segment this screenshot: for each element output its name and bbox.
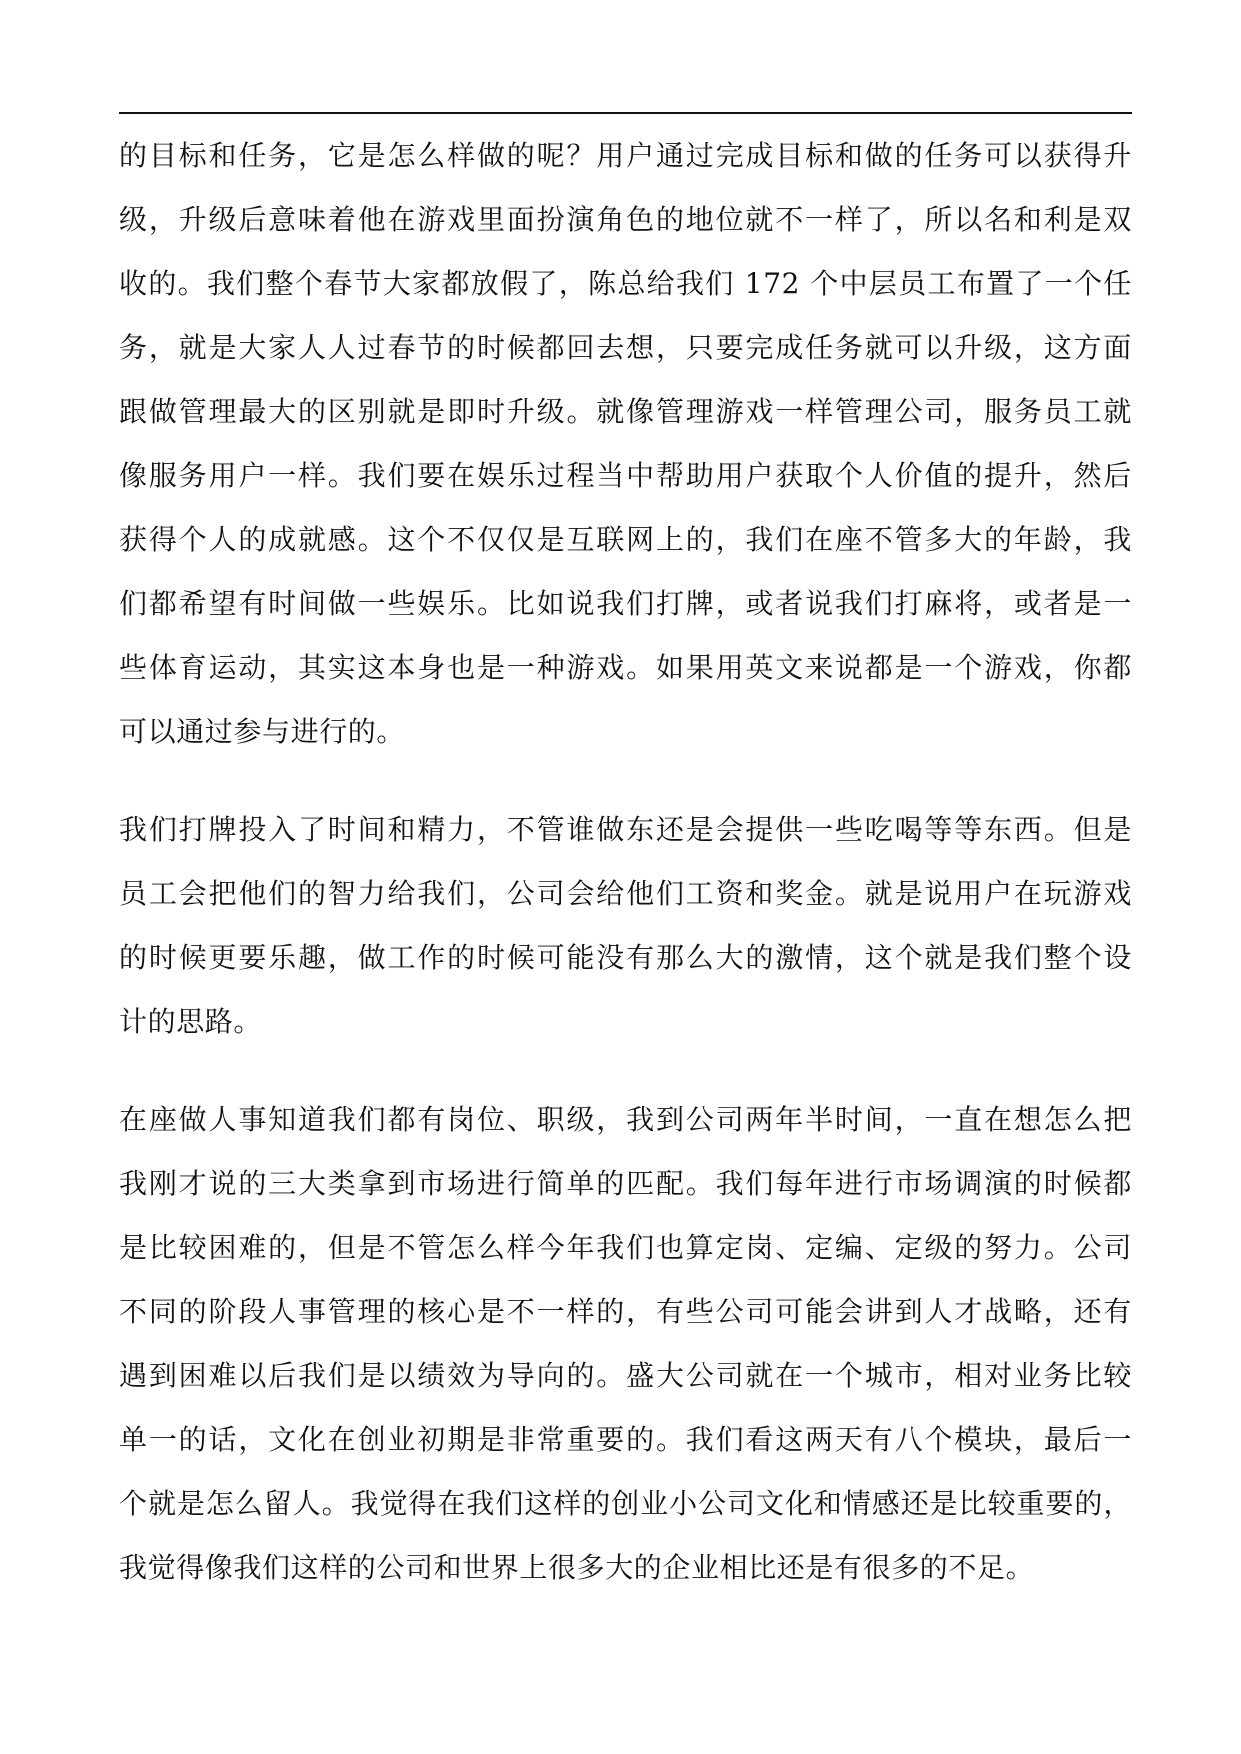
text-line: 我刚才说的三大类拿到市场进行简单的匹配。我们每年进行市场调演的时候都 [119,1167,1132,1200]
text-line: 我觉得像我们这样的公司和世界上很多大的企业相比还是有很多的不足。 [119,1551,1035,1584]
text-line: 员工会把他们的智力给我们，公司会给他们工资和奖金。就是说用户在玩游戏 [119,877,1132,910]
text-line: 我们打牌投入了时间和精力，不管谁做东还是会提供一些吃喝等等东西。但是 [119,813,1132,846]
paragraph-1 [119,124,1132,764]
text-line: 的时候更要乐趣，做工作的时候可能没有那么大的激情，这个就是我们整个设 [119,941,1132,974]
text-line: 遇到困难以后我们是以绩效为导向的。盛大公司就在一个城市，相对业务比较 [119,1359,1132,1392]
paragraph-3 [119,1088,1132,1600]
paragraph-gap [119,764,1132,798]
text-line: 在座做人事知道我们都有岗位、职级，我到公司两年半时间，一直在想怎么把 [119,1103,1132,1136]
text-line: 不同的阶段人事管理的核心是不一样的，有些公司可能会讲到人才战略，还有 [119,1295,1132,1328]
text-line: 像服务用户一样。我们要在娱乐过程当中帮助用户获取个人价值的提升，然后 [119,459,1132,492]
text-line: 些体育运动，其实这本身也是一种游戏。如果用英文来说都是一个游戏，你都 [119,651,1132,684]
text-line: 的目标和任务，它是怎么样做的呢？用户通过完成目标和做的任务可以获得升 [119,139,1132,172]
paragraph-2 [119,798,1132,1054]
text-line: 获得个人的成就感。这个不仅仅是互联网上的，我们在座不管多大的年龄，我 [119,523,1132,556]
header-rule [119,112,1132,114]
text-line: 务，就是大家人人过春节的时候都回去想，只要完成任务就可以升级，这方面 [119,331,1132,364]
text-line: 级，升级后意味着他在游戏里面扮演角色的地位就不一样了，所以名和利是双 [119,203,1132,236]
text-line: 可以通过参与进行的。 [119,715,406,748]
text-line: 计的思路。 [119,1005,263,1038]
text-line: 跟做管理最大的区别就是即时升级。就像管理游戏一样管理公司，服务员工就 [119,395,1132,428]
paragraph-gap [119,1054,1132,1088]
text-line: 收的。我们整个春节大家都放假了，陈总给我们 172 个中层员工布置了一个任 [119,267,1132,300]
text-line: 单一的话，文化在创业初期是非常重要的。我们看这两天有八个模块，最后一 [119,1423,1132,1456]
body-text [119,124,1132,1600]
text-line: 个就是怎么留人。我觉得在我们这样的创业小公司文化和情感还是比较重要的， [119,1487,1132,1520]
text-line: 们都希望有时间做一些娱乐。比如说我们打牌，或者说我们打麻将，或者是一 [119,587,1132,620]
text-line: 是比较困难的，但是不管怎么样今年我们也算定岗、定编、定级的努力。公司 [119,1231,1132,1264]
